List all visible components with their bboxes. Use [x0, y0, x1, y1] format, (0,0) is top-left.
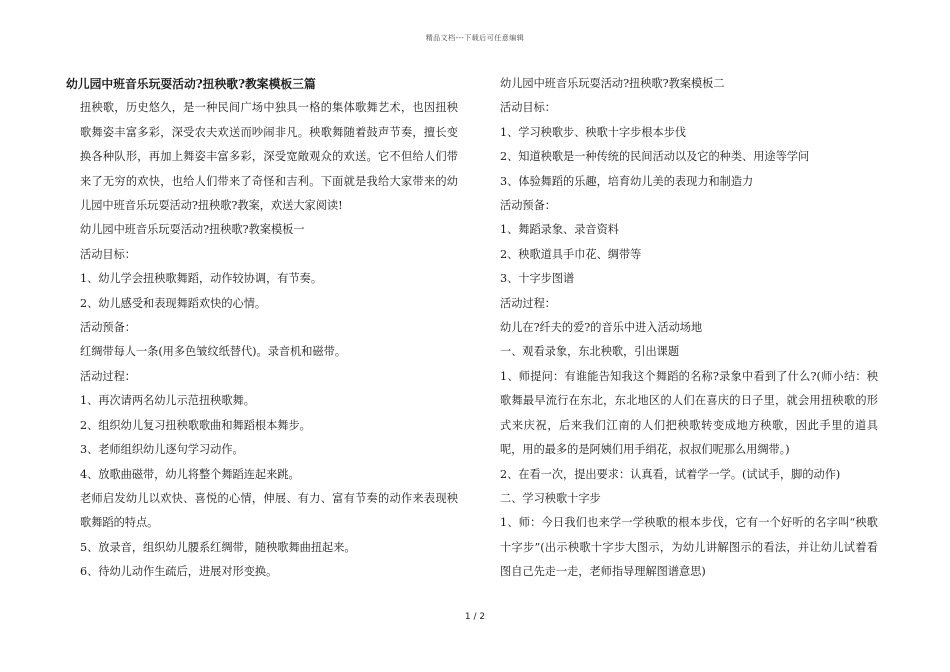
teacher-question-paragraph: 1、师提问：有谁能告知我这个舞蹈的名称?录象中看到了什么?(师小结：秧歌舞最早流行在东北，东北地区的人们在喜庆的日子里，就会用扭秧歌的形式来庆祝，后来我们江南的人们把秧歌转变成地方秧歌，因此手里的道具呢，用的最多的是阿姨们用手绢花，叔叔们呢那么用绸带。) — [500, 369, 878, 457]
objective-item: 3、体验舞蹈的乐趣，培育幼儿美的表现力和制造力 — [500, 174, 754, 188]
label-objectives: 活动目标： — [80, 247, 136, 261]
document-title: 幼儿园中班音乐玩耍活动?扭秧歌?教案模板三篇 — [66, 77, 316, 91]
process-heading: 二、学习秧歌十字步 — [500, 491, 601, 505]
section-heading-plan-two: 幼儿园中班音乐玩耍活动?扭秧歌?教案模板二 — [500, 77, 725, 90]
header-note: 精品文档---下载后可任意编辑 — [425, 34, 525, 42]
objective-item: 2、幼儿感受和表现舞蹈欢快的心情。 — [80, 296, 267, 310]
label-process: 活动过程： — [80, 369, 136, 383]
preparation-item: 2、秧歌道具手巾花、绸带等 — [500, 247, 642, 261]
teacher-explanation-paragraph: 1、师：今日我们也来学一学秧歌的根本步伐，它有一个好听的名字叫“秧歌十字步”(出示秧歌十字步大图示，为幼儿讲解图示的看法，并让幼儿试着看图自己先走一走，老师指导理解图谱意思) — [500, 516, 878, 579]
intro-paragraph: 扭秧歌，历史悠久，是一种民间广场中独具一格的集体歌舞艺术，也因扭秧歌舞姿丰富多彩，深受农夫欢送而吵闹非凡。秧歌舞随着鼓声节奏，擅长变换各种队形，再加上舞姿丰富多彩，深受宽敞观众的欢送。它不但给人们带来了无穷的欢快，也给人们带来了奇怪和吉利。下面就是我给大家带来的幼儿园中班音乐玩耍活动?扭秧歌?教案，欢送大家阅读! — [80, 101, 458, 213]
preparation-item: 3、十字步图谱 — [500, 272, 575, 286]
label-preparation: 活动预备： — [500, 199, 556, 213]
process-step: 幼儿在?纤夫的爱?的音乐中进入活动场地 — [500, 321, 703, 335]
process-step: 4、放歌曲磁带，幼儿将整个舞蹈连起来跳。 — [80, 467, 300, 481]
teacher-guidance-paragraph: 老师启发幼儿以欢快、喜悦的心情，伸展、有力、富有节奏的动作来表现秧歌舞蹈的特点。 — [80, 491, 458, 530]
process-step: 2、组织幼儿复习扭秧歌歌曲和舞蹈根本舞步。 — [80, 418, 311, 432]
objective-item: 1、幼儿学会扭秧歌舞蹈，动作较协调，有节奏。 — [80, 272, 323, 286]
process-step: 6、待幼儿动作生疏后，进展对形变换。 — [80, 565, 278, 579]
preparation-item: 1、舞蹈录象、录音资料 — [500, 223, 619, 237]
process-step: 2、在看一次，提出要求：认真看，试着学一学。(试试手，脚的动作) — [500, 467, 841, 481]
section-heading-plan-one: 幼儿园中班音乐玩耍活动?扭秧歌?教案模板一 — [80, 223, 305, 237]
label-process: 活动过程： — [500, 296, 556, 310]
objective-item: 2、知道秧歌是一种传统的民间活动以及它的种类、用途等学问 — [500, 150, 810, 164]
process-step: 1、再次请两名幼儿示范扭秧歌舞。 — [80, 394, 255, 408]
page-number: 1 / 2 — [464, 612, 486, 622]
label-objectives: 活动目标： — [500, 101, 556, 115]
process-step: 5、放录音，组织幼儿腰系红绸带，随秧歌舞曲扭起来。 — [80, 540, 356, 554]
process-step: 3、老师组织幼儿逐句学习动作。 — [80, 443, 244, 457]
objective-item: 1、学习秧歌步、秧歌十字步根本步伐 — [500, 125, 687, 139]
label-preparation: 活动预备： — [80, 321, 136, 335]
right-column — [486, 72, 878, 585]
left-column — [66, 72, 458, 585]
preparation-item: 红绸带每人一条(用多色皱纹纸替代)。录音机和磁带。 — [80, 345, 347, 359]
process-heading: 一、观看录象，东北秧歌，引出课题 — [500, 345, 680, 359]
